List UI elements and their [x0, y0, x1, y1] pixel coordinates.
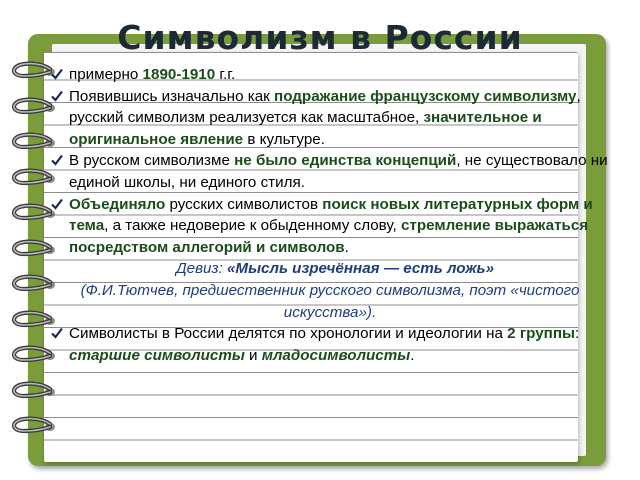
item-text: : [575, 325, 580, 343]
item-text: , русский символизм реализуется как масштабное, [69, 87, 581, 127]
list-item [50, 323, 610, 366]
motto-attribution: (Ф.И.Тютчев, предшественник русского символизма, поэт «чистого искусства»). [80, 281, 580, 321]
item-text: в культуре. [243, 130, 325, 148]
item-highlight: подражание французскому символизму [274, 87, 577, 105]
list-item [50, 194, 610, 259]
item-text: г.г. [215, 66, 236, 83]
item-text: В русском символизме [69, 152, 235, 170]
item-text: и [244, 346, 262, 364]
checkmark-icon [51, 198, 63, 210]
motto-text: «Мысль изречённая — есть ложь» [226, 260, 495, 278]
list-item [50, 86, 610, 151]
binding-ring-icon [10, 380, 62, 402]
item-text: Появившись изначально как [69, 87, 275, 105]
item-text: , не существовало ни единой школы, ни единого стиля. [69, 152, 608, 191]
item-highlight: 2 группы [507, 325, 576, 343]
item-text: русских символистов [165, 195, 323, 213]
item-text: . [410, 346, 415, 364]
checkmark-icon [51, 154, 63, 166]
list-item [50, 150, 610, 193]
item-highlight: стремление выражаться посредством аллегорий и символов [69, 217, 589, 256]
item-highlight: не было единства концепций [234, 152, 457, 170]
item-highlight: старшие символисты [69, 346, 245, 364]
item-text: Символисты в России делятся по хронологии и идеологии на [69, 325, 508, 343]
item-highlight: 1890-1910 [142, 66, 216, 83]
checkmark-icon [51, 327, 63, 339]
item-text: , а также недоверие к обыденному слову, [104, 217, 401, 235]
motto-label: Девиз: [175, 260, 227, 278]
item-text: примерно [69, 66, 143, 83]
binding-ring-icon [10, 415, 62, 437]
list-item [50, 64, 610, 86]
checkmark-icon [51, 90, 63, 102]
checkmark-icon [51, 68, 63, 80]
item-highlight: поиск новых литературных форм и тема [69, 195, 593, 235]
item-highlight: значительное и оригинальное явление [69, 109, 542, 148]
motto-line [50, 258, 610, 280]
content-list [50, 64, 610, 366]
page-title: Символизм в России [117, 18, 523, 57]
item-highlight: младосимволисты [261, 346, 411, 364]
item-text: . [344, 238, 349, 256]
item-highlight: Объединяло [69, 195, 166, 213]
